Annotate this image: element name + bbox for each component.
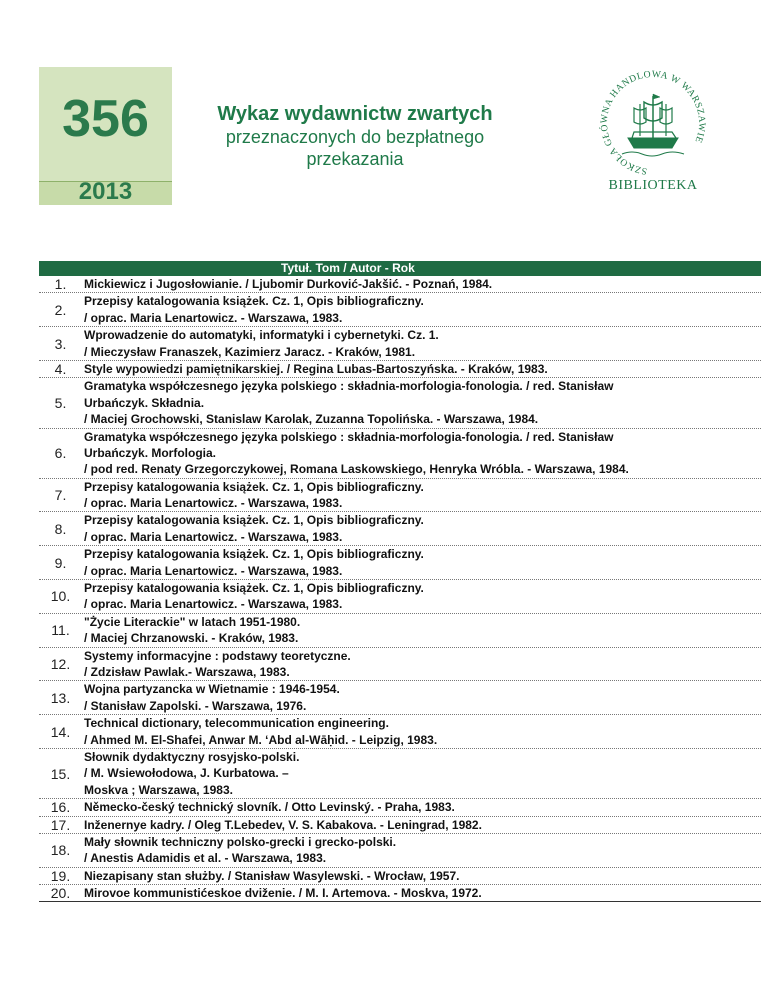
table-row xyxy=(39,361,761,378)
table-row xyxy=(39,885,761,902)
table-row xyxy=(39,429,761,479)
table-row xyxy=(39,614,761,648)
row-number: 16. xyxy=(50,799,71,816)
row-number: 4. xyxy=(54,361,67,378)
library-label: BIBLIOTEKA xyxy=(608,178,698,193)
row-entry xyxy=(82,580,761,613)
row-number: 11. xyxy=(51,622,70,639)
row-entry xyxy=(82,293,761,326)
entry-line: Przepisy katalogowania książek. Cz. 1, Opis bibliograficzny. xyxy=(84,581,424,596)
entry-line: Mały słownik techniczny polsko-grecki i grecko-polski. xyxy=(84,834,397,849)
row-entry xyxy=(82,327,761,360)
entry-line: Przepisy katalogowania książek. Cz. 1, Opis bibliograficzny. xyxy=(84,513,424,528)
row-number: 9. xyxy=(54,554,67,571)
entry-line: Technical dictionary, telecommunication engineering. xyxy=(84,716,389,731)
entry-line: / Maciej Chrzanowski. - Kraków, 1983. xyxy=(84,631,299,646)
entry-line: / Mieczysław Franaszek, Kazimierz Jaracz. - Kraków, 1981. xyxy=(84,344,416,359)
row-entry xyxy=(82,546,761,579)
row-entry xyxy=(82,479,761,512)
entry-line: / Anestis Adamidis et al. - Warszawa, 1983. xyxy=(84,851,327,866)
entry-line: / Ahmed M. El-Shafei, Anwar M. ‘Abd al-Wāḥid. - Leipzig, 1983. xyxy=(84,732,438,747)
sgh-library-logo xyxy=(592,66,714,206)
entry-line: Style wypowiedzi pamiętnikarskiej. / Regina Lubas-Bartoszyńska. - Kraków, 1983. xyxy=(84,361,548,376)
row-entry xyxy=(82,276,761,292)
table-header xyxy=(39,261,761,276)
entry-line: Gramatyka współczesnego języka polskiego : składnia-morfologia-fonologia. / red. Stanisław xyxy=(84,429,614,444)
entry-line: / oprac. Maria Lenartowicz. - Warszawa, 1983. xyxy=(84,529,343,544)
entry-line: / Maciej Grochowski, Stanislaw Karolak, Zuzanna Topolińska. - Warszawa, 1984. xyxy=(84,412,539,427)
row-number: 10. xyxy=(50,588,71,605)
row-number: 6. xyxy=(54,445,67,462)
document-title xyxy=(200,102,510,170)
table-row xyxy=(39,546,761,580)
row-entry xyxy=(82,361,761,377)
row-number: 1. xyxy=(54,276,67,293)
entry-line: Inženernye kadry. / Oleg T.Lebedev, V. S. Kabakova. - Leningrad, 1982. xyxy=(84,817,482,832)
table-row xyxy=(39,817,761,834)
row-number: 12. xyxy=(50,655,71,672)
entry-line: / pod red. Renaty Grzegorczykowej, Romana Laskowskiego, Henryka Wróbla. - Warszawa, 1984. xyxy=(84,462,629,477)
entry-line: Mirovoe kommunistićeskoe dviženie. / M. I. Artemova. - Moskva, 1972. xyxy=(84,886,482,901)
logo-ring-text: SZKOŁA GŁÓWNA HANDLOWA W WARSZAWIE xyxy=(598,68,708,177)
entry-line: Systemy informacyjne : podstawy teoretyczne. xyxy=(84,648,351,663)
row-number: 7. xyxy=(54,487,67,504)
table-row xyxy=(39,276,761,293)
issue-number: 356 xyxy=(62,90,149,148)
entry-line: / Stanisław Zapolski. - Warszawa, 1976. xyxy=(84,698,307,713)
entry-line: / Zdzisław Pawlak.- Warszawa, 1983. xyxy=(84,664,290,679)
row-entry xyxy=(82,834,761,867)
row-entry xyxy=(82,885,761,901)
row-number: 14. xyxy=(50,723,71,740)
entry-line: Słownik dydaktyczny rosyjsko-polski. xyxy=(84,749,300,764)
table-row xyxy=(39,715,761,749)
entry-line: Wprowadzenie do automatyki, informatyki i cybernetyki. Cz. 1. xyxy=(84,328,439,343)
ship-emblem-icon xyxy=(592,66,714,178)
table-row xyxy=(39,512,761,546)
table-row xyxy=(39,868,761,885)
row-entry xyxy=(82,429,761,478)
row-entry xyxy=(82,614,761,647)
entry-line: Gramatyka współczesnego języka polskiego : składnia-morfologia-fonologia. / red. Stanisław xyxy=(84,379,614,394)
column-header-title: Tytuł. Tom / Autor - Rok xyxy=(281,261,415,275)
entry-line: Przepisy katalogowania książek. Cz. 1, Opis bibliograficzny. xyxy=(84,479,424,494)
row-number: 5. xyxy=(54,394,67,411)
table-row xyxy=(39,378,761,428)
row-number: 8. xyxy=(54,520,67,537)
row-entry xyxy=(82,799,761,815)
row-entry xyxy=(82,378,761,427)
entry-line: / M. Wsiewołodowa, J. Kurbatowa. – xyxy=(84,766,289,781)
row-number: 17. xyxy=(50,816,71,833)
entry-line: / oprac. Maria Lenartowicz. - Warszawa, 1983. xyxy=(84,310,343,325)
row-number: 2. xyxy=(54,301,67,318)
row-number: 20. xyxy=(50,885,71,902)
entry-line: Niezapisany stan służby. / Stanisław Wasylewski. - Wrocław, 1957. xyxy=(84,868,460,883)
title-line-2: przeznaczonych do bezpłatnego xyxy=(225,127,485,147)
row-entry xyxy=(82,715,761,748)
table-row xyxy=(39,327,761,361)
table-row xyxy=(39,580,761,614)
entry-line: / oprac. Maria Lenartowicz. - Warszawa, 1983. xyxy=(84,563,343,578)
row-number: 19. xyxy=(50,867,71,884)
row-entry xyxy=(82,749,761,798)
entry-line: Urbańczyk. Składnia. xyxy=(84,395,205,410)
row-number: 3. xyxy=(54,335,67,352)
table-row xyxy=(39,749,761,799)
table-row xyxy=(39,648,761,682)
row-entry xyxy=(82,817,761,833)
title-line-1: Wykaz wydawnictw zwartych xyxy=(217,103,493,125)
row-number: 13. xyxy=(50,689,71,706)
entry-line: Przepisy katalogowania książek. Cz. 1, Opis bibliograficzny. xyxy=(84,547,424,562)
table-row xyxy=(39,799,761,816)
row-number: 15. xyxy=(50,765,71,782)
row-number: 18. xyxy=(50,842,71,859)
table-row xyxy=(39,834,761,868)
entry-line: "Życie Literackie" w latach 1951-1980. xyxy=(84,614,301,629)
entry-line: / oprac. Maria Lenartowicz. - Warszawa, 1983. xyxy=(84,597,343,612)
entry-line: Urbańczyk. Morfologia. xyxy=(84,445,217,460)
table-row xyxy=(39,293,761,327)
book-list xyxy=(39,276,761,902)
entry-line: Mickiewicz i Jugosłowianie. / Ljubomir Durković-Jakšić. - Poznań, 1984. xyxy=(84,277,493,291)
row-entry xyxy=(82,681,761,714)
issue-year: 2013 xyxy=(78,178,133,205)
row-entry xyxy=(82,648,761,681)
entry-line: Moskva ; Warszawa, 1983. xyxy=(84,782,233,797)
entry-line: Wojna partyzancka w Wietnamie : 1946-1954. xyxy=(84,682,340,697)
title-line-3: przekazania xyxy=(306,149,404,169)
table-row xyxy=(39,681,761,715)
row-entry xyxy=(82,868,761,884)
entry-line: Przepisy katalogowania książek. Cz. 1, Opis bibliograficzny. xyxy=(84,294,424,309)
entry-line: / oprac. Maria Lenartowicz. - Warszawa, 1983. xyxy=(84,496,343,511)
table-row xyxy=(39,479,761,513)
row-entry xyxy=(82,512,761,545)
entry-line: Německo-český technický slovník. / Otto Levinský. - Praha, 1983. xyxy=(84,800,455,815)
